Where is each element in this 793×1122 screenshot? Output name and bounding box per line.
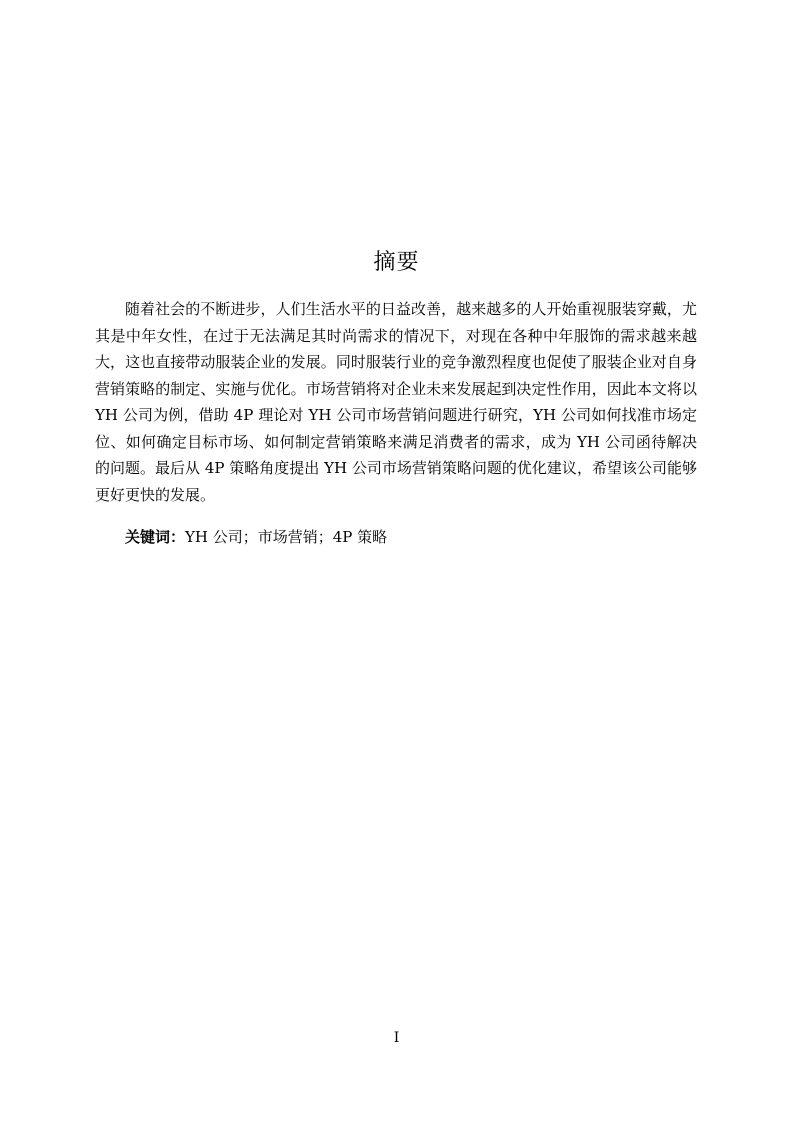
keywords-line — [125, 524, 387, 550]
keywords-label: 关键词： — [125, 528, 186, 546]
keywords-text: YH 公司；市场营销；4P 策略 — [185, 528, 388, 546]
abstract-title: 摘要 — [373, 250, 420, 275]
page-number: I — [393, 1030, 400, 1046]
abstract-body: 随着社会的不断进步，人们生活水平的日益改善，越来越多的人开始重视服装穿戴，尤其是中年女性，在过于无法满足其时尚需求的情况下，对现在各种中年服饰的需求越来越大，这也直接带动服装企业的发展。同时服装行业的竞争激烈程度也促使了服装企业对自身营销策略的制定、实施与优化。市场营销将对企业未来发展起到决定性作用，因此本文将以 YH 公司为例，借助 4P 理论对 YH 公司市场营销问题进行研究，YH 公司如何找准市场定位、如何确定目标市场、如何制定营销策略来满足消费者的需求，成为 YH 公司函待解决的问题。最后从 4P 策略角度提出 YH 公司市场营销策略问题的优化建议，希望该公司能够更好更快的发展。 — [95, 300, 697, 504]
